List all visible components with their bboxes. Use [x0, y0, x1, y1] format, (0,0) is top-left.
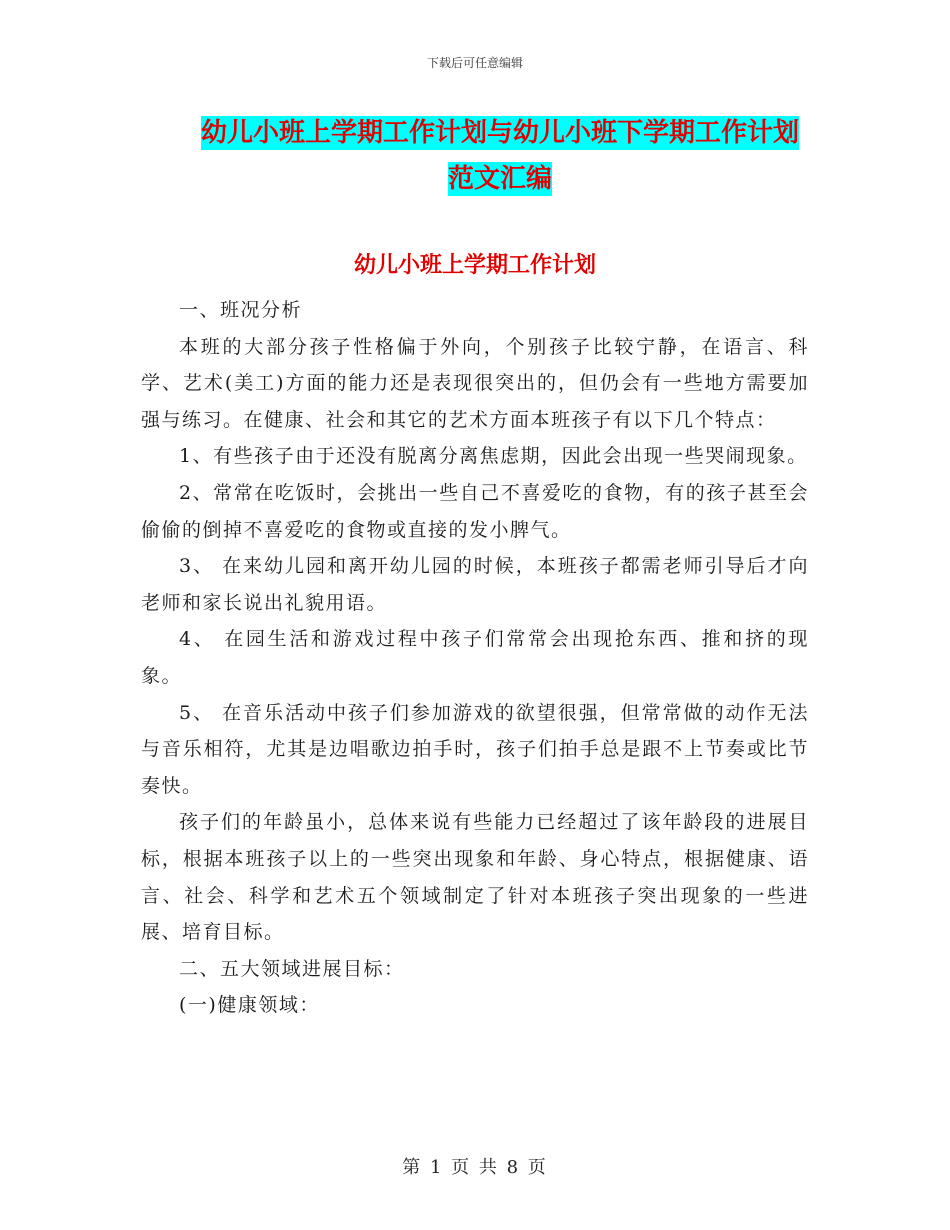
- page-footer: 第 1 页 共 8 页: [402, 1157, 548, 1178]
- document-title: [140, 110, 860, 202]
- subheading-health-domain: (一)健康领域：: [179, 994, 320, 1017]
- section-title: 幼儿小班上学期工作计划: [353, 253, 596, 278]
- document-body: [141, 292, 809, 1024]
- list-item-5: 5、 在音乐活动中孩子们参加游戏的欲望很强，但常常做的动作无法与音乐相符，尤其是边唱歌边拍手时，孩子们拍手总是跟不上节奏或比节奏快。: [141, 701, 809, 797]
- header-note: 下载后可任意编辑: [426, 56, 523, 70]
- document-title-line-2: 范文汇编: [447, 164, 552, 194]
- heading-class-analysis: 一、班况分析: [179, 299, 303, 321]
- document-title-line-1: 幼儿小班上学期工作计划与幼儿小班下学期工作计划: [200, 118, 799, 148]
- list-item-2: 2、常常在吃饭时，会挑出一些自己不喜爱吃的食物，有的孩子甚至会偷偷的倒掉不喜爱吃的食物或直接的发小脾气。: [141, 481, 809, 541]
- list-item-3: 3、 在来幼儿园和离开幼儿园的时候，本班孩子都需老师引导后才向老师和家长说出礼貌用语。: [141, 555, 809, 614]
- paragraph-class-overview: 本班的大部分孩子性格偏于外向，个别孩子比较宁静，在语言、科学、艺术(美工)方面的能力还是表现很突出的，但仍会有一些地方需要加强与练习。在健康、社会和其它的艺术方面本班孩子有以下几个特点：: [141, 335, 809, 431]
- heading-five-domains: 二、五大领域进展目标：: [179, 957, 405, 980]
- list-item-1: 1、有些孩子由于还没有脱离分离焦虑期，因此会出现一些哭闹现象。: [179, 445, 808, 468]
- list-item-4: 4、 在园生活和游戏过程中孩子们常常会出现抢东西、推和挤的现象。: [141, 628, 809, 687]
- paragraph-goals-summary: 孩子们的年龄虽小，总体来说有些能力已经超过了该年龄段的进展目标，根据本班孩子以上的一些突出现象和年龄、身心特点，根据健康、语言、社会、科学和艺术五个领域制定了针对本班孩子突出现象的一些进展、培育目标。: [141, 811, 809, 944]
